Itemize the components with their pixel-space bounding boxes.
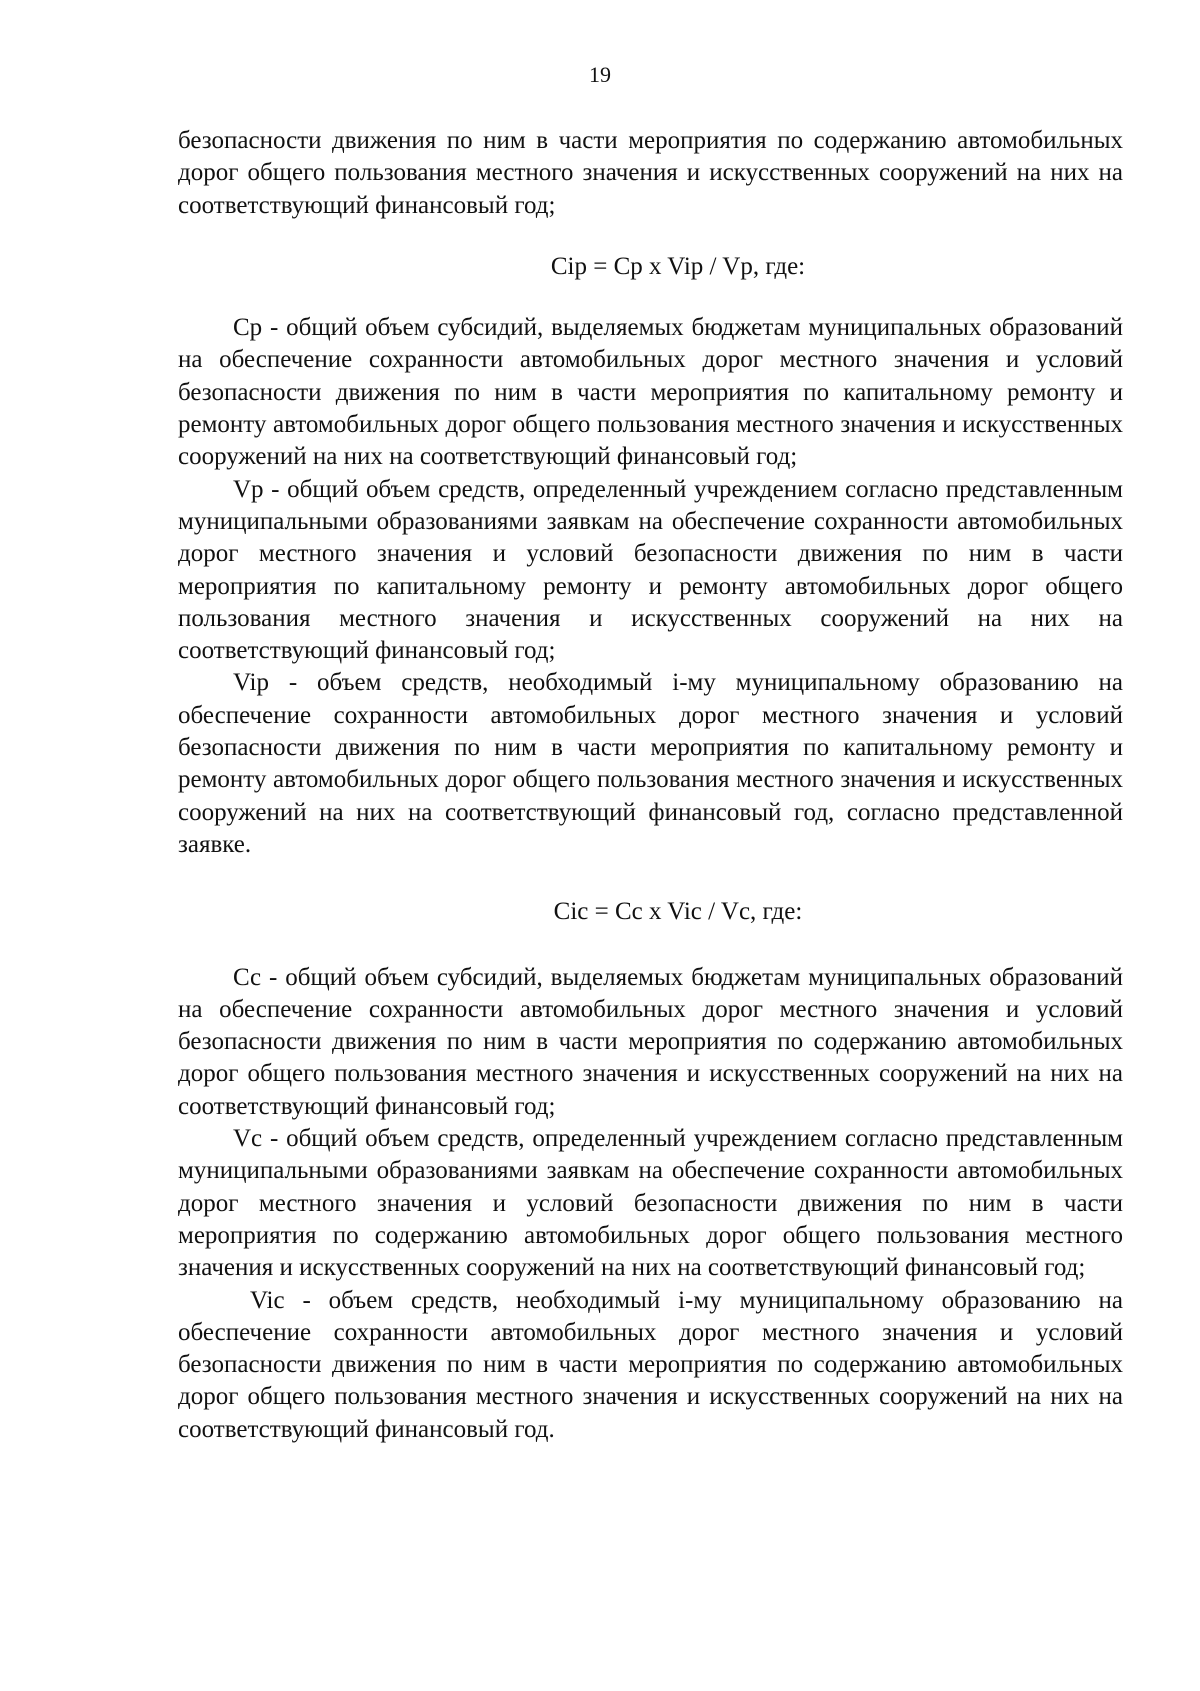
- formula-cic: Cic = Cc x Vic / Vc, где:: [553, 898, 803, 926]
- document-body: [178, 125, 1123, 1446]
- paragraph-cp-definition: Ср - общий объем субсидий, выделяемых бюджетам муниципальных образований на обеспечение сохранности автомобильных дорог местного значения и условий безопасности движения по ним в части мероприятия по капитальному ремонту и ремонту автомобильных дорог общего пользования местного значения и искусственных сооружений на них на соответствующий финансовый год;: [178, 314, 1123, 471]
- paragraph-vp-definition: Vp - общий объем средств, определенный учреждением согласно представленным муниципальными образованиями заявкам на обеспечение сохранности автомобильных дорог местного значения и условий безопасности движения по ним в части мероприятия по капитальному ремонту и ремонту автомобильных дорог общего пользования местного значения и искусственных сооружений на них на соответствующий финансовый год;: [178, 475, 1123, 665]
- paragraph-vic-definition: Vic - объем средств, необходимый i-му муниципальному образованию на обеспечение сохранности автомобильных дорог местного значения и условий безопасности движения по ним в части мероприятия по содержанию автомобильных дорог общего пользования местного значения и искусственных сооружений на них на соответствующий финансовый год.: [178, 1286, 1123, 1443]
- paragraph-vc-definition: Vc - общий объем средств, определенный учреждением согласно представленным муниципальными образованиями заявкам на обеспечение сохранности автомобильных дорог местного значения и условий безопасности движения по ним в части мероприятия по содержанию автомобильных дорог общего пользования местного значения и искусственных сооружений на них на соответствующий финансовый год;: [178, 1125, 1123, 1282]
- paragraph-cc-definition: Сс - общий объем субсидий, выделяемых бюджетам муниципальных образований на обеспечение сохранности автомобильных дорог местного значения и условий безопасности движения по ним в части мероприятия по содержанию автомобильных дорог общего пользования местного значения и искусственных сооружений на них на соответствующий финансовый год;: [178, 963, 1123, 1120]
- paragraph-vip-definition: Vip - объем средств, необходимый i-му муниципальному образованию на обеспечение сохранности автомобильных дорог местного значения и условий безопасности движения по ним в части мероприятия по капитальному ремонту и ремонту автомобильных дорог общего пользования местного значения и искусственных сооружений на них на соответствующий финансовый год, согласно представленной заявке.: [178, 669, 1123, 858]
- paragraph-continuation: безопасности движения по ним в части мероприятия по содержанию автомобильных дорог общего пользования местного значения и искусственных сооружений на них на соответствующий финансовый год;: [178, 127, 1123, 219]
- formula-cip: Cip = Cp x Vip / Vp, где:: [550, 252, 806, 280]
- page-number: 19: [589, 62, 611, 87]
